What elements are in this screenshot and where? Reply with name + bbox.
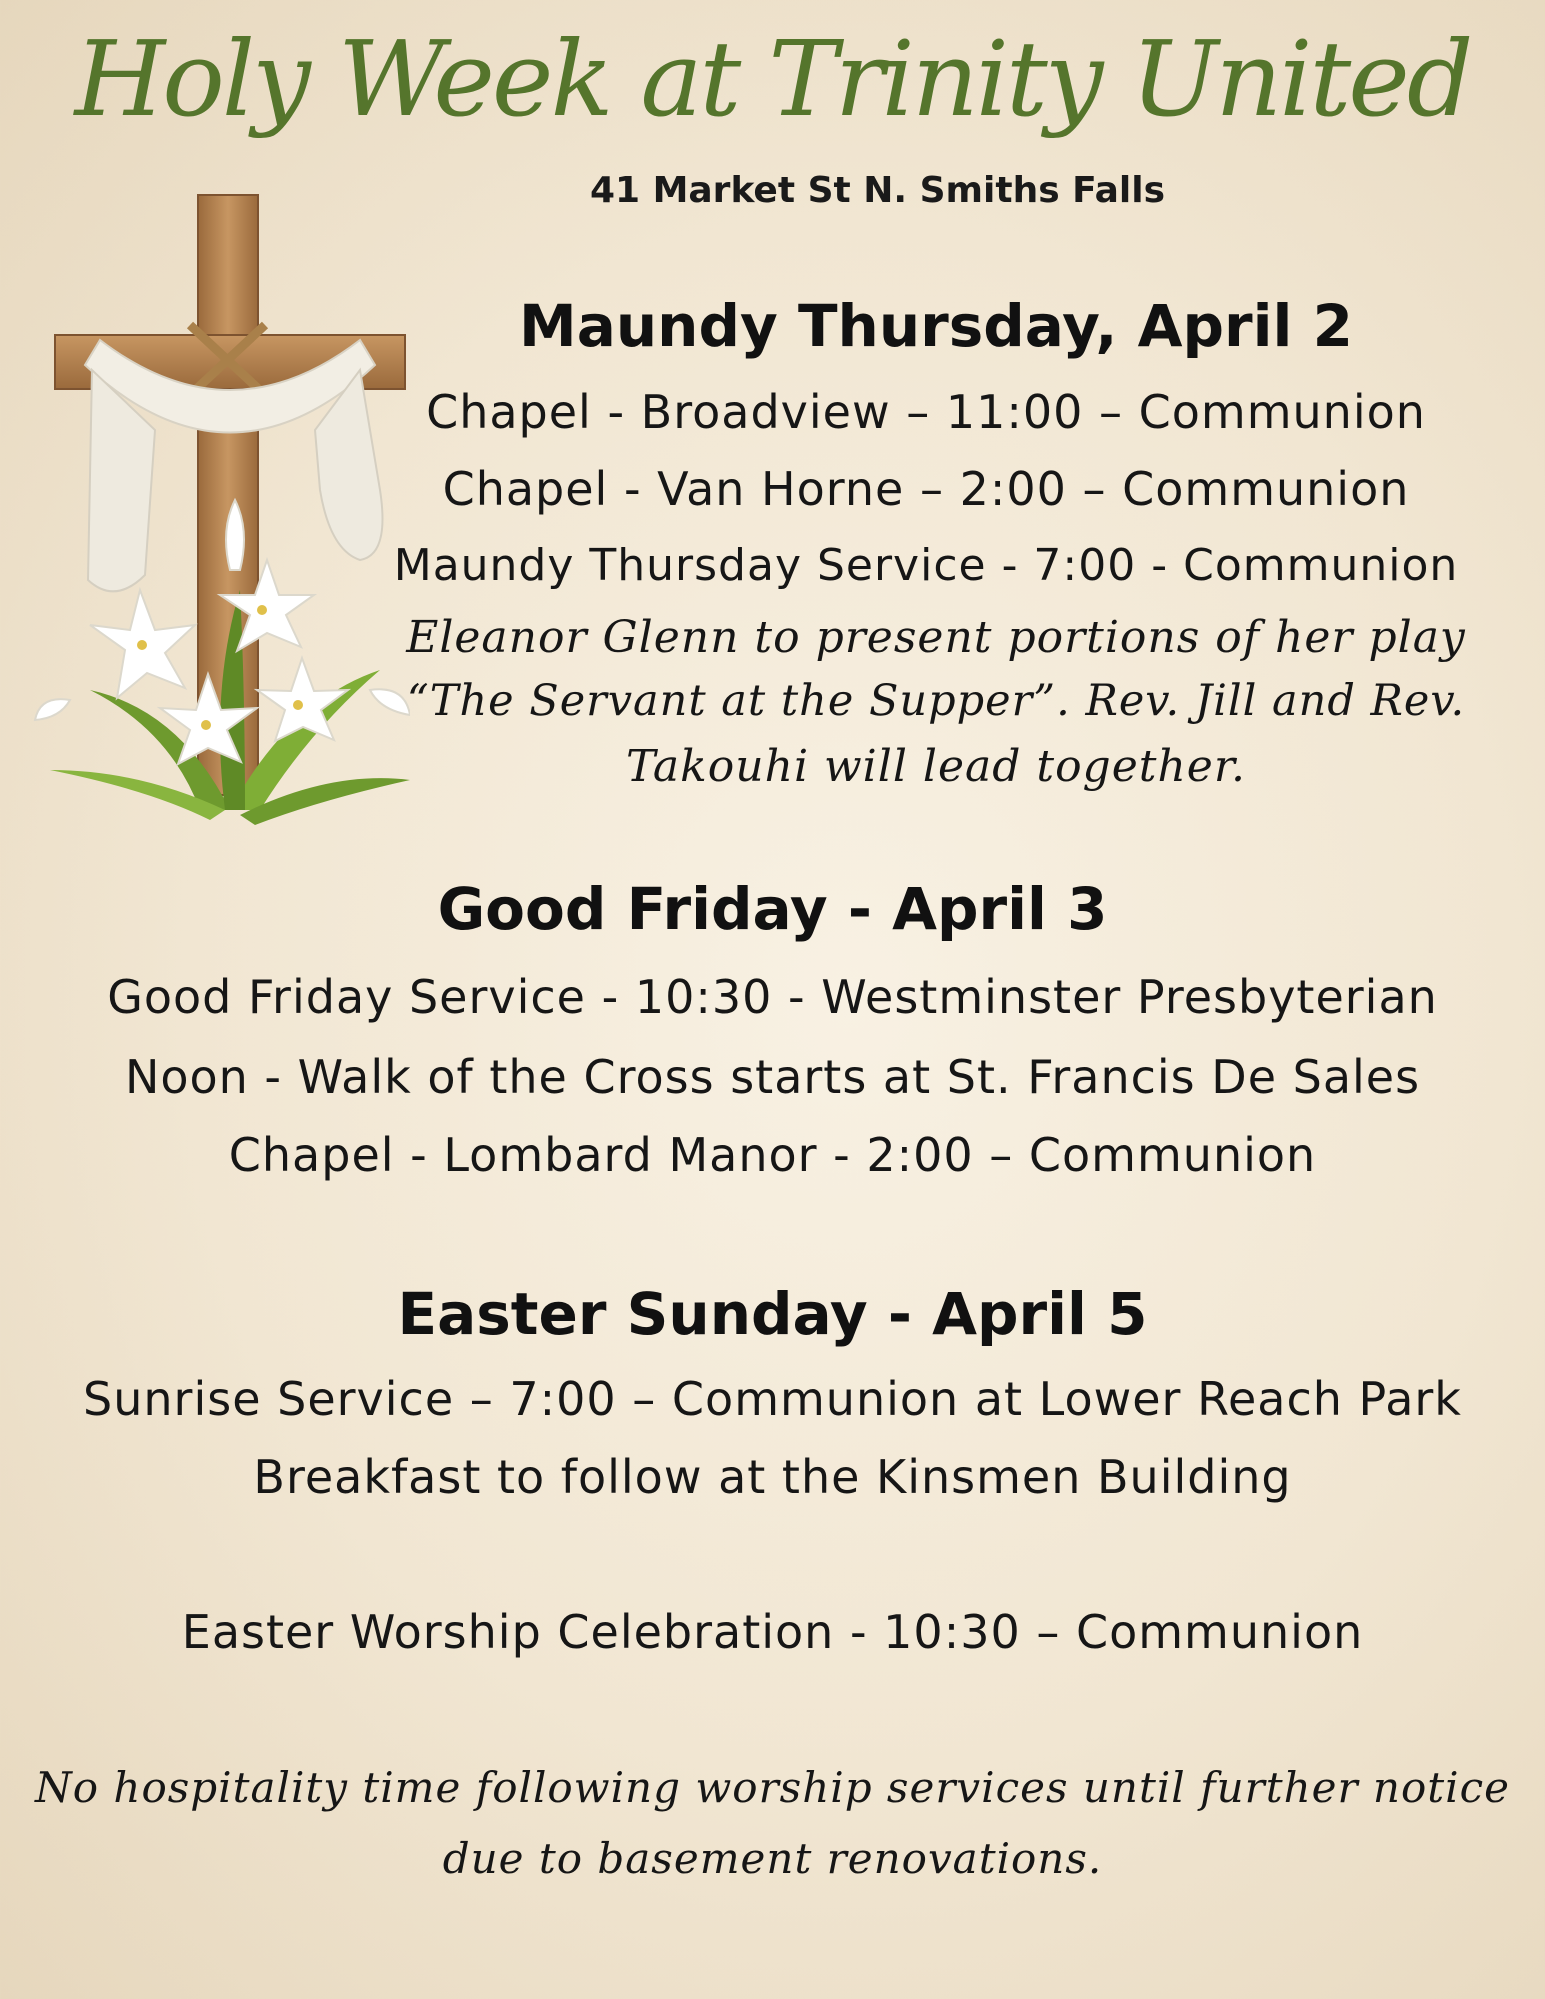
thursday-line: Chapel - Broadview – 11:00 – Communion	[426, 385, 1426, 439]
notice-line: No hospitality time following worship services until further notice	[35, 1763, 1510, 1812]
sunday-line: Easter Worship Celebration - 10:30 – Communion	[181, 1605, 1364, 1659]
sunday-heading: Easter Sunday - April 5	[397, 1280, 1148, 1348]
friday-heading: Good Friday - April 3	[437, 875, 1108, 943]
thursday-line: Maundy Thursday Service - 7:00 - Communion	[393, 540, 1459, 591]
friday-line: Noon - Walk of the Cross starts at St. Francis De Sales	[124, 1050, 1421, 1104]
thursday-note-line: Eleanor Glenn to present portions of her play	[406, 612, 1466, 663]
thursday-line: Chapel - Van Horne – 2:00 – Communion	[442, 462, 1410, 516]
address: 41 Market St N. Smiths Falls	[589, 170, 1166, 211]
thursday-note-line: “The Servant at the Supper”. Rev. Jill and Rev.	[406, 676, 1466, 726]
page-title: Holy Week at Trinity United	[74, 18, 1471, 140]
thursday-heading: Maundy Thursday, April 2	[519, 292, 1353, 360]
notice-line: due to basement renovations.	[442, 1834, 1103, 1883]
thursday-note-line: Takouhi will lead together.	[625, 741, 1247, 792]
friday-line: Chapel - Lombard Manor - 2:00 – Communion	[228, 1128, 1317, 1182]
friday-line: Good Friday Service - 10:30 - Westminster Presbyterian	[107, 970, 1438, 1024]
sunday-line: Sunrise Service – 7:00 – Communion at Lower Reach Park	[83, 1372, 1462, 1426]
cross-with-lilies-icon	[30, 190, 410, 830]
sunday-line: Breakfast to follow at the Kinsmen Building	[253, 1450, 1292, 1504]
